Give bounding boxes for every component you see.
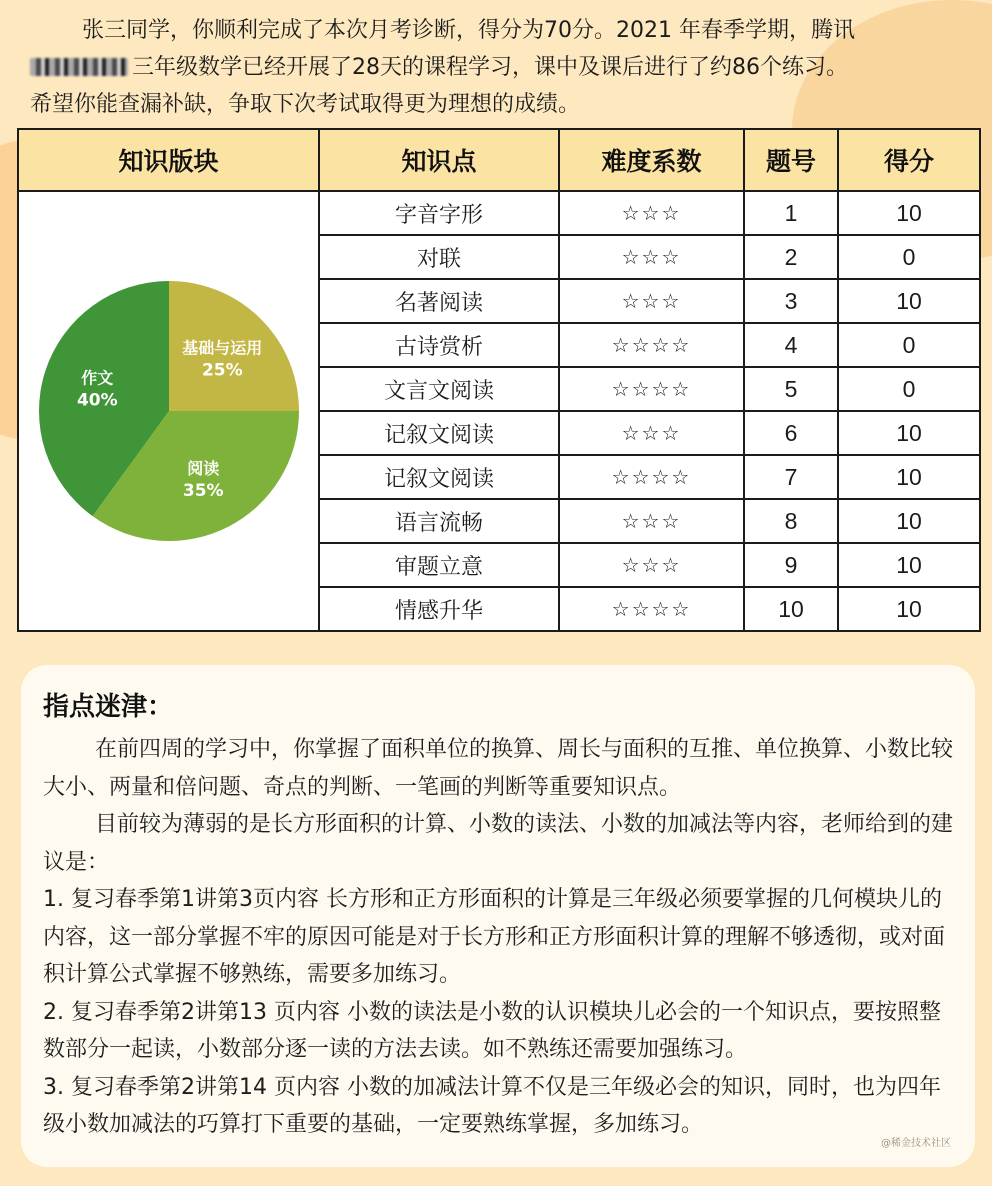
cell-score: 10 [838, 411, 980, 455]
cell-stars: ☆☆☆ [559, 235, 744, 279]
table-header-row [18, 129, 980, 191]
cell-score: 10 [838, 191, 980, 235]
cell-stars: ☆☆☆☆ [559, 367, 744, 411]
cell-number: 6 [744, 411, 838, 455]
cell-score: 0 [838, 235, 980, 279]
header-point: 知识点 [319, 129, 559, 191]
cell-stars: ☆☆☆☆ [559, 455, 744, 499]
advice-paragraph-2: 目前较为薄弱的是长方形面积的计算、小数的读法、小数的加减法等内容，老师给到的建议是： [43, 812, 954, 875]
cell-stars: ☆☆☆ [559, 191, 744, 235]
header-difficulty: 难度系数 [559, 129, 744, 191]
cell-number: 2 [744, 235, 838, 279]
intro-line-2-text: 三年级数学已经开展了28天的课程学习，课中及课后进行了约86个练习。 [132, 55, 848, 80]
intro-line-1: 张三同学，你顺利完成了本次月考诊断，得分为70分。2021 年春季学期，腾讯 [82, 18, 855, 43]
advice-title: 指点迷津： [43, 692, 174, 722]
advice-card [21, 665, 975, 1167]
cell-stars: ☆☆☆ [559, 411, 744, 455]
cell-number: 10 [744, 587, 838, 631]
advice-item-1: 1. 复习春季第1讲第3页内容 长方形和正方形面积的计算是三年级必须要掌握的几何模块儿的内容，这一部分掌握不牢的原因可能是对于长方形和正方形面积计算的理解不够透彻，或对面积计算公式掌握不够熟练，需要多加练习。 [43, 887, 946, 987]
cell-point: 情感升华 [319, 587, 559, 631]
header-number: 题号 [744, 129, 838, 191]
pie-slice-value: 35% [182, 481, 224, 502]
pie-slice-value: 25% [201, 360, 243, 381]
pie-slice-value: 40% [76, 390, 118, 411]
cell-point: 字音字形 [319, 191, 559, 235]
cell-score: 10 [838, 499, 980, 543]
advice-paragraph-1: 在前四周的学习中，你掌握了面积单位的换算、周长与面积的互推、单位换算、小数比较大小、两量和倍问题、奇点的判断、一笔画的判断等重要知识点。 [43, 737, 954, 800]
cell-point: 审题立意 [319, 543, 559, 587]
pie-slice-label: 作文 [80, 368, 113, 388]
header-score: 得分 [838, 129, 980, 191]
blurred-name [30, 58, 128, 76]
cell-score: 10 [838, 543, 980, 587]
table-row [18, 191, 980, 235]
cell-number: 3 [744, 279, 838, 323]
cell-number: 5 [744, 367, 838, 411]
cell-stars: ☆☆☆☆ [559, 323, 744, 367]
intro-line-2 [30, 49, 960, 86]
cell-point: 记叙文阅读 [319, 411, 559, 455]
cell-point: 古诗赏析 [319, 323, 559, 367]
advice-item-3: 3. 复习春季第2讲第14 页内容 小数的加减法计算不仅是三年级必会的知识，同时，也为四年级小数加减法的巧算打下重要的基础，一定要熟练掌握，多加练习。 [43, 1074, 941, 1137]
advice-item-2: 2. 复习春季第2讲第13 页内容 小数的读法是小数的认识模块儿必会的一个知识点，要按照整数部分一起读，小数部分逐一读的方法去读。如不熟练还需要加强练习。 [43, 999, 941, 1062]
header-section: 知识版块 [18, 129, 319, 191]
cell-number: 7 [744, 455, 838, 499]
cell-point: 对联 [319, 235, 559, 279]
cell-score: 10 [838, 587, 980, 631]
cell-score: 10 [838, 455, 980, 499]
cell-number: 9 [744, 543, 838, 587]
pie-slice-label: 阅读 [186, 459, 219, 479]
intro-line-3: 希望你能查漏补缺，争取下次考试取得更为理想的成绩。 [30, 92, 581, 117]
cell-point: 名著阅读 [319, 279, 559, 323]
cell-number: 1 [744, 191, 838, 235]
pie-slice-label: 基础与运用 [181, 338, 262, 358]
cell-score: 10 [838, 279, 980, 323]
pie-chart [34, 276, 304, 546]
watermark: @稀金技术社区 [881, 1138, 951, 1149]
cell-score: 0 [838, 323, 980, 367]
pie-chart-cell [18, 191, 319, 631]
intro-text [30, 12, 960, 123]
cell-point: 记叙文阅读 [319, 455, 559, 499]
score-table [17, 128, 981, 632]
cell-point: 文言文阅读 [319, 367, 559, 411]
cell-stars: ☆☆☆ [559, 499, 744, 543]
cell-stars: ☆☆☆ [559, 279, 744, 323]
cell-stars: ☆☆☆☆ [559, 587, 744, 631]
cell-stars: ☆☆☆ [559, 543, 744, 587]
cell-number: 8 [744, 499, 838, 543]
cell-point: 语言流畅 [319, 499, 559, 543]
cell-score: 0 [838, 367, 980, 411]
cell-number: 4 [744, 323, 838, 367]
